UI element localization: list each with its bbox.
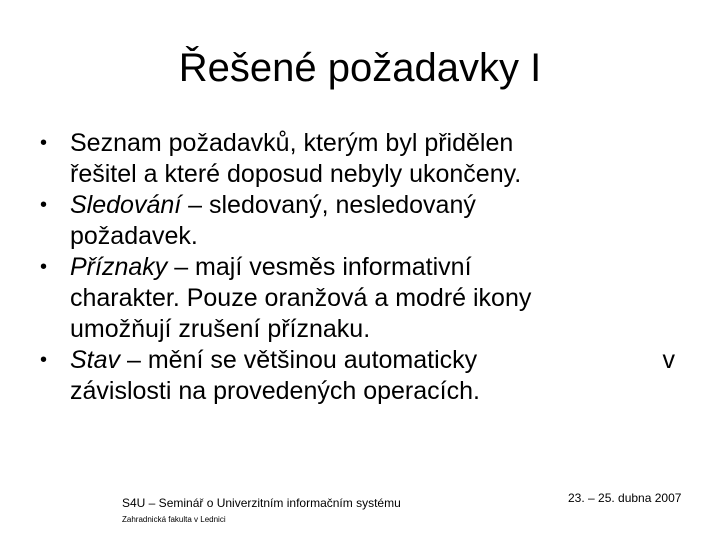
bullet-icon: • xyxy=(40,132,48,154)
slide-title: Řešené požadavky I xyxy=(178,46,542,90)
footer-seminar: S4U – Seminář o Univerzitním informačním systému xyxy=(122,496,401,510)
bullet-tail: v xyxy=(662,346,675,374)
bullet-item xyxy=(40,190,700,252)
footer-date: 23. – 25. dubna 2007 xyxy=(568,491,682,505)
bullet-item xyxy=(40,345,700,407)
bullet-text: – mají vesměs informativní xyxy=(167,253,472,281)
bullet-term: Sledování xyxy=(70,191,182,219)
bullet-line xyxy=(70,345,675,376)
footer-faculty: Zahradnická fakulta v Lednici xyxy=(122,515,226,524)
bullet-item xyxy=(40,128,700,190)
bullet-text: – sledovaný, nesledovaný xyxy=(181,191,476,219)
bullet-line xyxy=(70,190,700,221)
bullet-text: charakter. Pouze oranžová a modré ikony xyxy=(70,284,532,312)
bullet-list xyxy=(40,128,700,407)
bullet-term: Stav xyxy=(70,346,121,374)
bullet-text: – mění se většinou automaticky xyxy=(120,346,478,374)
bullet-text: řešitel a které doposud nebyly ukončeny. xyxy=(70,160,522,188)
bullet-text: závislosti na provedených operacích. xyxy=(70,377,480,405)
bullet-text: Seznam požadavků, kterým byl přidělen xyxy=(70,129,514,157)
bullet-lead xyxy=(70,345,477,376)
bullet-icon: • xyxy=(40,349,48,371)
bullet-line xyxy=(70,252,700,283)
bullet-text: požadavek. xyxy=(70,222,198,250)
bullet-icon: • xyxy=(40,256,48,278)
bullet-icon: • xyxy=(40,194,48,216)
bullet-item xyxy=(40,252,700,345)
bullet-term: Příznaky xyxy=(70,253,168,281)
bullet-text: umožňují zrušení příznaku. xyxy=(70,315,371,343)
